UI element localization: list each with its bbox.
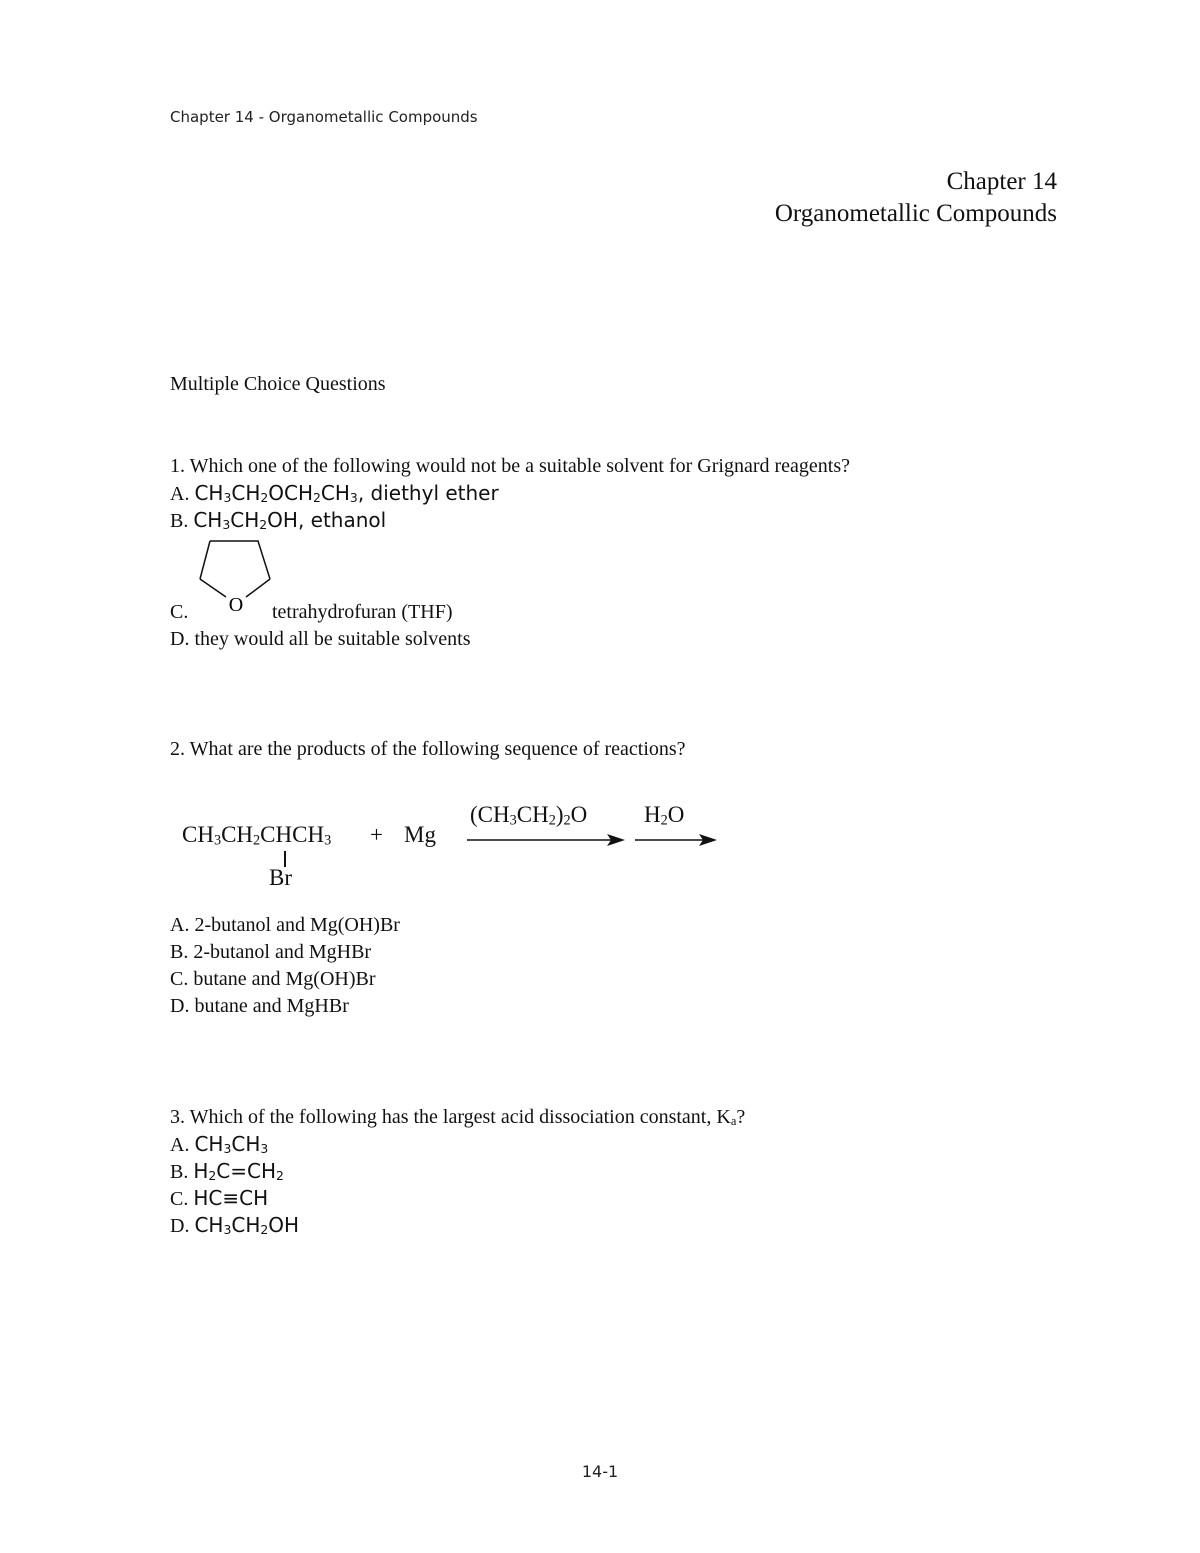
reaction-arrow-2	[635, 832, 719, 848]
question-2-option-d: D. butane and MgHBr	[170, 995, 349, 1017]
question-3-option-b: B. $H_2C=CH_2$	[170, 1159, 284, 1184]
thf-oxygen-label: O	[228, 594, 244, 615]
question-1-stem: 1. Which one of the following would not be a suitable solvent for Grignard reagents?	[170, 455, 851, 477]
question-1-option-c-name: tetrahydrofuran (THF)	[272, 601, 453, 623]
question-2-stem: 2. What are the products of the following sequence of reactions?	[170, 738, 686, 760]
formula-ethane: $CH_3CH_3$	[194, 1132, 269, 1157]
question-1-option-a: A. $CH_3CH_2OCH_2CH_3$, diethyl ether	[170, 481, 499, 506]
question-3-option-a: A. $CH_3CH_3$	[170, 1132, 269, 1157]
question-3-option-c: C. HC≡CH	[170, 1186, 269, 1210]
question-1-option-d: D. they would all be suitable solvents	[170, 628, 471, 650]
arrow-2-label: $H_2O$	[644, 802, 685, 829]
reactant-bromine: Br	[269, 865, 292, 890]
formula-ethene: $H_2C=CH_2$	[193, 1159, 284, 1184]
formula-ethanol: $CH_3CH_2OH$	[193, 508, 298, 533]
question-2-option-c: C. butane and Mg(OH)Br	[170, 968, 376, 990]
formula-diethyl-ether: $CH_3CH_2OCH_2CH_3$	[194, 481, 358, 506]
section-title: Multiple Choice Questions	[170, 373, 386, 395]
arrow-1-label: $(CH_3CH_2)_2O$	[470, 802, 588, 829]
reactant-2-bromobutane: $CH_3CH_2CHCH_3$	[182, 822, 332, 849]
formula-ethanol-q3: $CH_3CH_2OH$	[194, 1213, 300, 1238]
formula-ethyne: HC≡CH	[193, 1186, 269, 1210]
reaction-plus-sign: +	[370, 822, 383, 847]
thf-ring-structure	[196, 535, 280, 615]
page-number: 14-1	[581, 1462, 619, 1481]
question-1-option-c-prefix: C.	[170, 601, 189, 623]
chapter-number: Chapter 14	[946, 168, 1057, 195]
question-3-option-d: D. $CH_3CH_2OH$	[170, 1213, 300, 1238]
question-2-option-a: A. 2-butanol and Mg(OH)Br	[170, 914, 400, 936]
reaction-arrow-1	[467, 832, 627, 848]
question-2-option-b: B. 2-butanol and MgHBr	[170, 941, 372, 963]
question-3-stem: 3. Which of the following has the largest acid dissociation constant, $K_a$?	[170, 1106, 746, 1129]
running-header: Chapter 14 - Organometallic Compounds	[170, 108, 478, 126]
question-1-option-b: B. $CH_3CH_2OH$, ethanol	[170, 508, 387, 533]
chapter-title: Organometallic Compounds	[774, 200, 1057, 227]
reagent-magnesium: Mg	[404, 822, 436, 847]
